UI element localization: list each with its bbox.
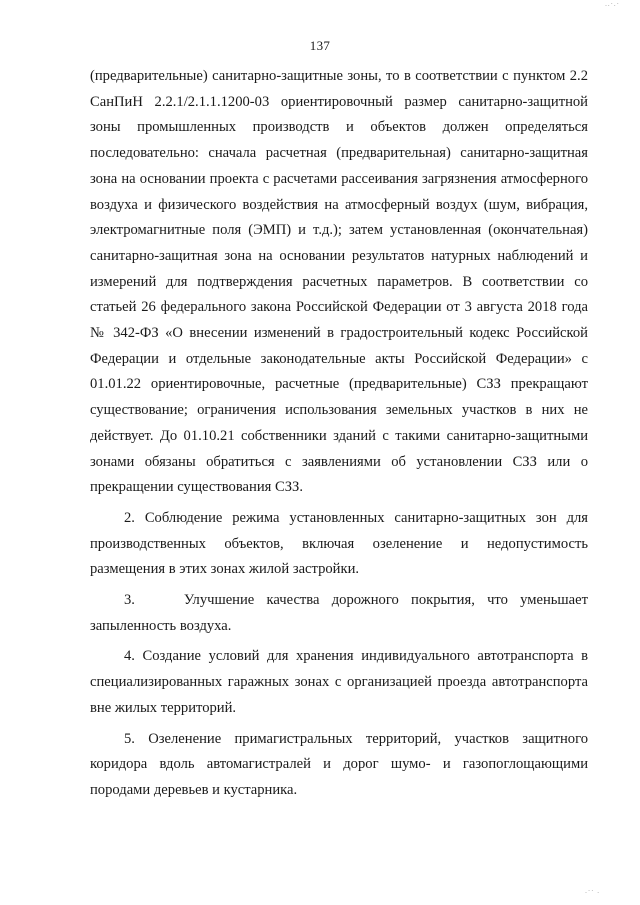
paragraph-item-2: 2. Соблюдение режима установленных санитарно-защитных зон для производственных объектов, включая озеленение и недопустимость размещения в этих зонах жилой застройки. xyxy=(90,509,588,578)
document-body xyxy=(90,64,588,804)
paragraph-item-3: 3. Улучшение качества дорожного покрытия, что уменьшает запыленность воздуха. xyxy=(90,592,588,634)
scan-artifact-bottom: .·· . xyxy=(585,887,600,895)
paragraph-item-4: 4. Создание условий для хранения индивидуального автотранспорта в специализированных гаражных зонах с организацией проезда автотранспорта вне жилых территорий. xyxy=(90,648,588,716)
paragraph-continuation: (предварительные) санитарно-защитные зоны, то в соответствии с пунктом 2.2 СанПиН 2.2.1/2.1.1.1200-03 ориентировочный размер санитарно-защитной зоны промышленных производств и объектов должен определяться последовательно: сначала расчетная (предварительная) санитарно-защитная зона на основании проекта с расчетами рассеивания загрязнения атмосферного воздуха и физического воздействия на атмосферный воздух (шум, вибрация, электромагнитные поля (ЭМП) и т.д.); затем установленная (окончательная) санитарно-защитная зона на основании результатов натурных наблюдений и измерений для подтверждения расчетных параметров. В соответствии со статьей 26 федерального закона Российской Федерации от 3 августа 2018 года № 342-ФЗ «О внесении изменений в градостроительный кодекс Российской Федерации и отдельные законодательные акты Российской Федерации» с 01.01.22 ориентировочные, расчетные (предварительные) СЗЗ прекращают существование; ограничения использования земельных участков в них не действует. До 01.10.21 собственники зданий с такими санитарно-защитными зонами обязаны обратиться с заявлениями об установлении СЗЗ или о прекращении существования СЗЗ. xyxy=(90,68,588,496)
scan-artifact-top: ..·.· xyxy=(605,0,620,8)
page-number: 137 xyxy=(309,38,331,53)
paragraph-item-5: 5. Озеленение примагистральных территорий, участков защитного коридора вдоль автомагистралей и дорог шумо- и газопоглощающими породами деревьев и кустарника. xyxy=(90,730,588,798)
